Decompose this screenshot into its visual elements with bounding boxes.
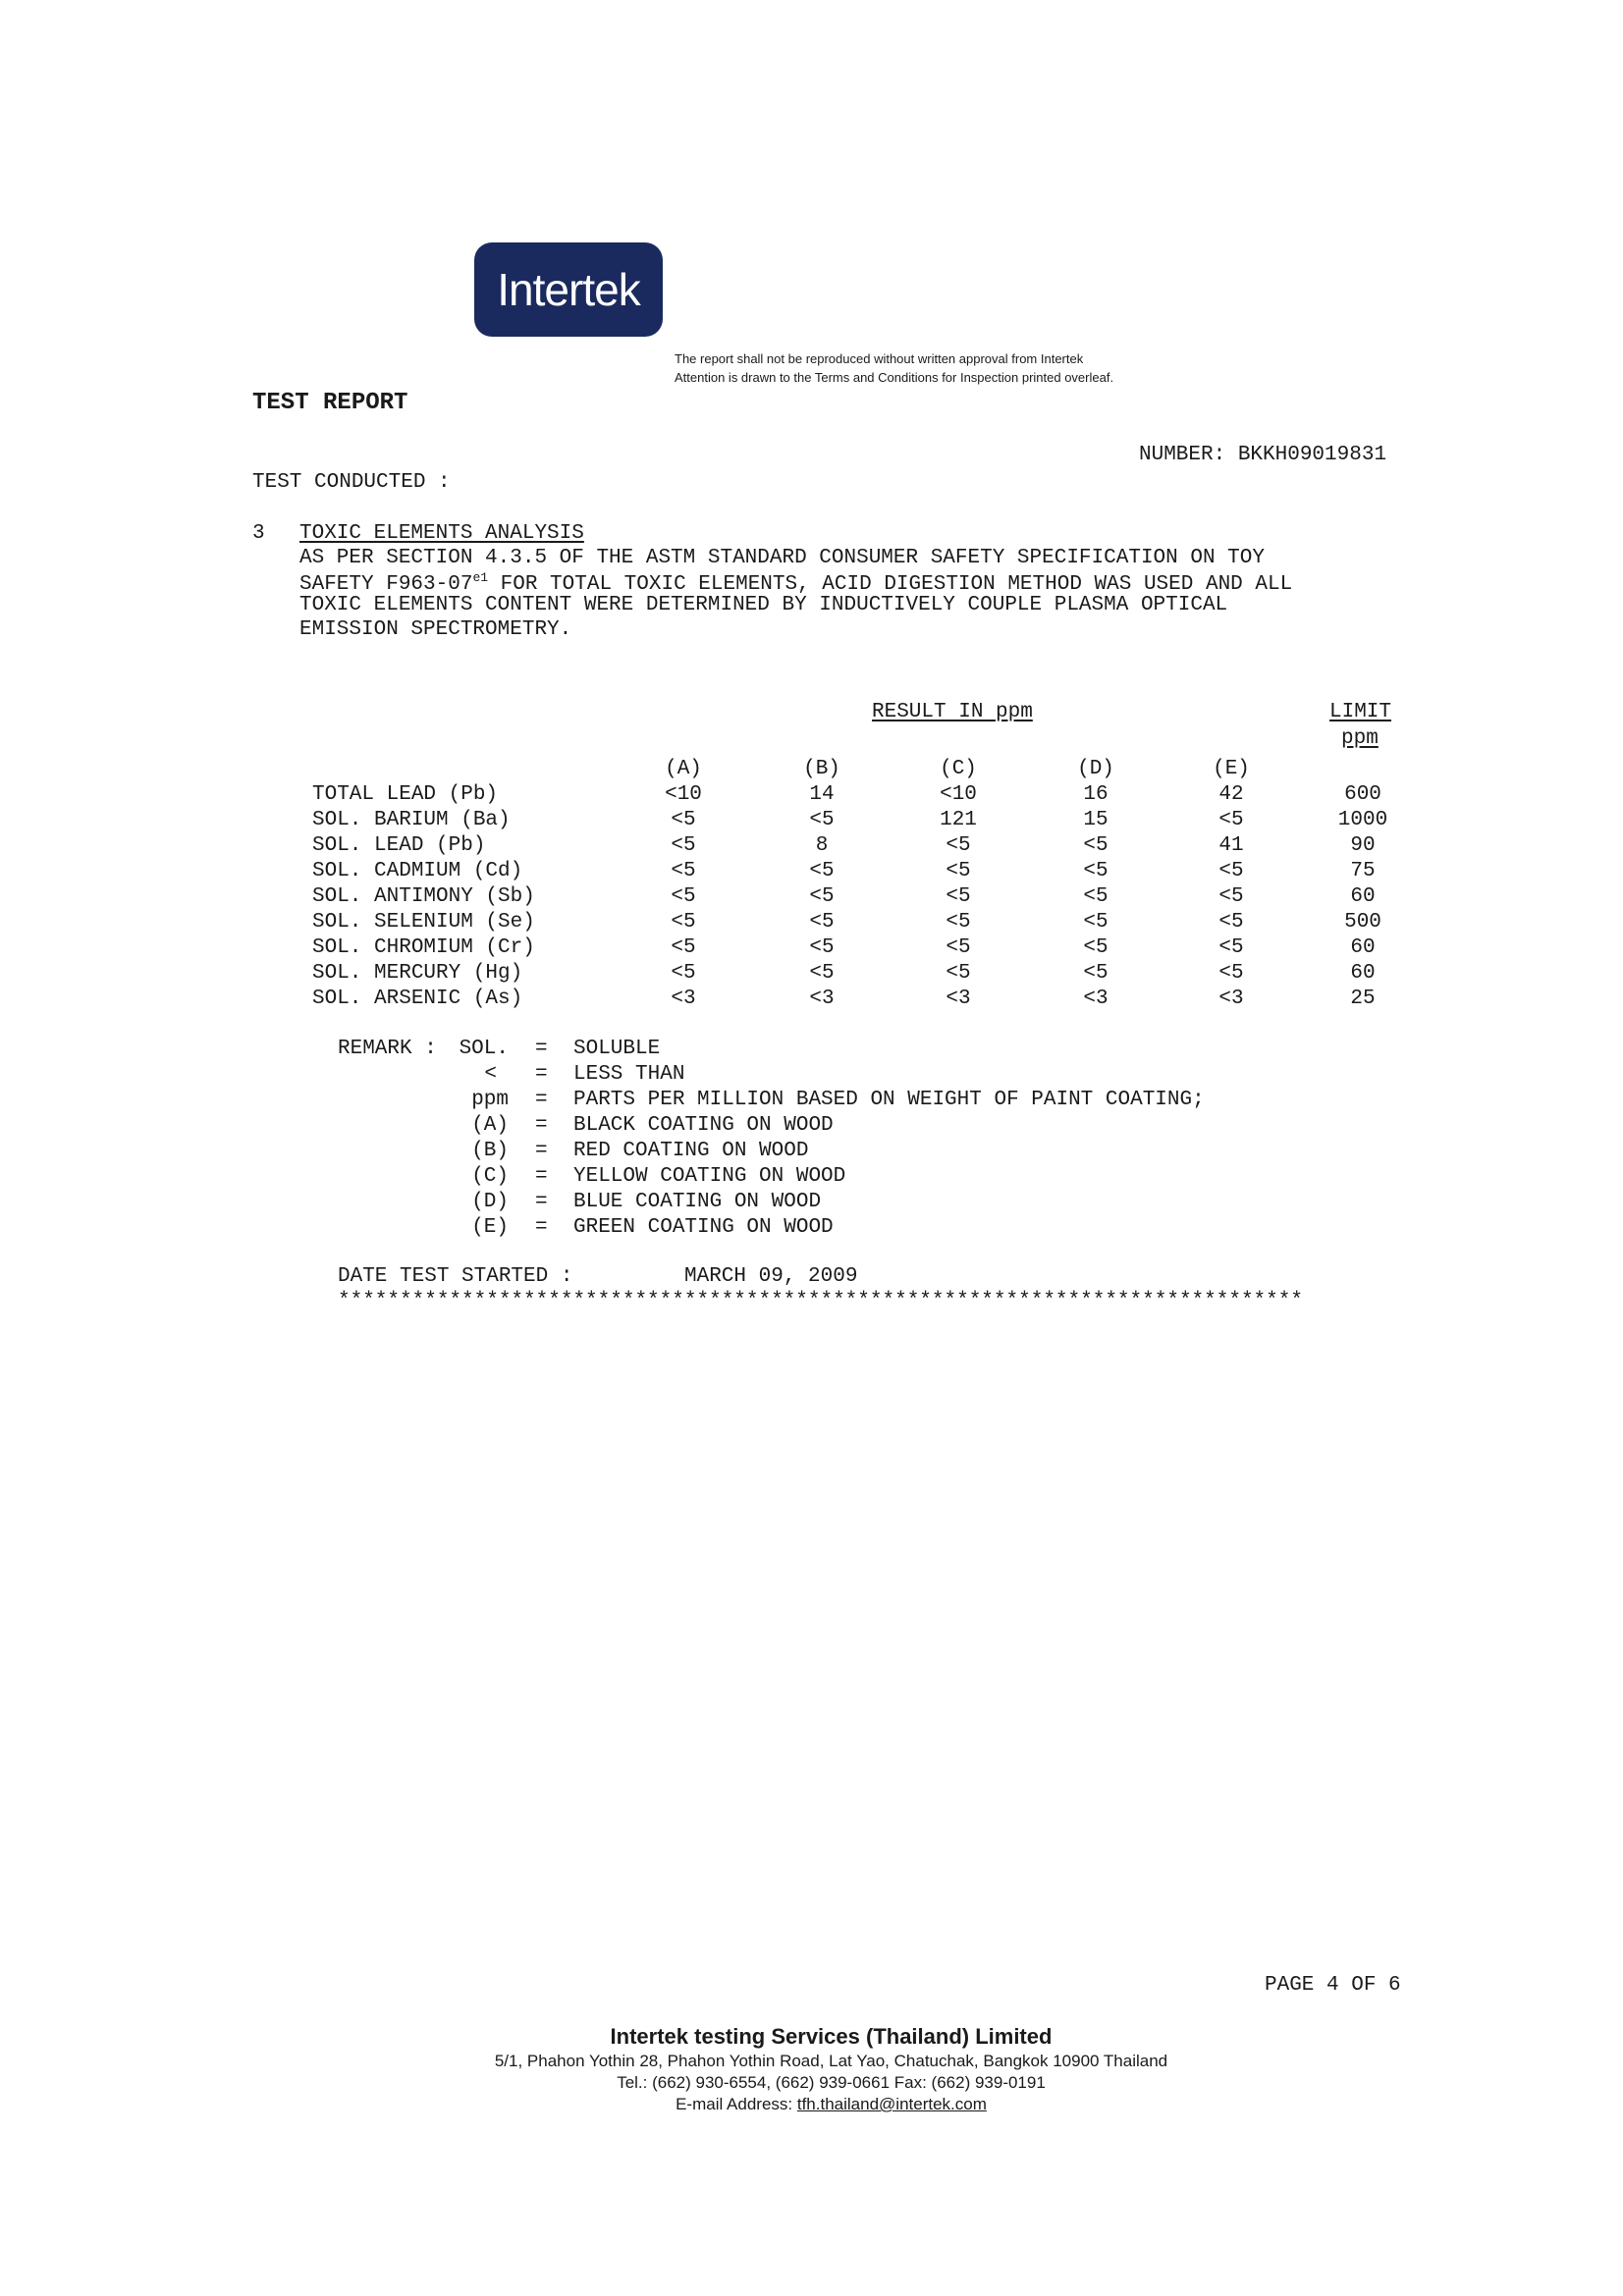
result-header: RESULT IN ppm <box>872 701 1033 723</box>
reproduction-notice: The report shall not be reproduced without written approval from Intertek <box>675 351 1084 366</box>
limit-cell: 60 <box>1350 885 1376 908</box>
result-cell: 41 <box>1218 834 1244 857</box>
result-cell: <5 <box>809 809 835 831</box>
section-title: TOXIC ELEMENTS ANALYSIS <box>299 522 584 545</box>
remark-equals: = <box>535 1191 548 1213</box>
remark-label: REMARK : <box>338 1038 437 1060</box>
remark-key: ppm <box>471 1089 509 1111</box>
result-cell: <5 <box>1218 962 1244 985</box>
result-cell: 14 <box>809 783 835 806</box>
remark-equals: = <box>535 1165 548 1188</box>
result-cell: <5 <box>1083 885 1109 908</box>
remark-key: (A) <box>471 1114 509 1137</box>
result-cell: <5 <box>671 885 696 908</box>
result-cell: <10 <box>940 783 977 806</box>
remark-equals: = <box>535 1089 548 1111</box>
remark-key: < <box>484 1063 497 1086</box>
element-name: SOL. ANTIMONY (Sb) <box>312 885 535 908</box>
section-number: 3 <box>252 522 265 545</box>
result-cell: <5 <box>1218 860 1244 882</box>
footer-telephone: Tel.: (662) 930-6554, (662) 939-0661 Fax: (662) 939-0191 <box>617 2073 1046 2092</box>
element-name: SOL. CADMIUM (Cd) <box>312 860 523 882</box>
section-text-line: EMISSION SPECTROMETRY. <box>299 618 572 641</box>
result-cell: <5 <box>946 834 971 857</box>
result-cell: <5 <box>671 911 696 934</box>
result-cell: <5 <box>1083 834 1109 857</box>
result-cell: <5 <box>809 936 835 959</box>
result-cell: <5 <box>1218 885 1244 908</box>
section-text-fragment: FOR TOTAL TOXIC ELEMENTS, ACID DIGESTION METHOD WAS USED AND ALL <box>488 573 1293 596</box>
superscript: e1 <box>472 570 489 585</box>
result-cell: 15 <box>1083 809 1109 831</box>
limit-unit: ppm <box>1341 727 1379 750</box>
element-name: TOTAL LEAD (Pb) <box>312 783 499 806</box>
result-cell: 16 <box>1083 783 1109 806</box>
section-text-line: AS PER SECTION 4.3.5 OF THE ASTM STANDARD CONSUMER SAFETY SPECIFICATION ON TOY <box>299 547 1265 569</box>
element-name: SOL. MERCURY (Hg) <box>312 962 523 985</box>
footer-email-label: E-mail Address: <box>676 2095 797 2113</box>
result-cell: <5 <box>1218 911 1244 934</box>
result-cell: <5 <box>809 962 835 985</box>
result-cell: <3 <box>809 988 835 1010</box>
result-cell: <5 <box>1083 962 1109 985</box>
remark-equals: = <box>535 1216 548 1239</box>
remark-value: GREEN COATING ON WOOD <box>573 1216 834 1239</box>
end-of-report-separator: ****************************************************************************** <box>338 1290 1303 1312</box>
footer <box>0 2024 1623 2114</box>
result-cell: <5 <box>809 911 835 934</box>
date-test-started-value: MARCH 09, 2009 <box>684 1265 858 1288</box>
footer-address: 5/1, Phahon Yothin 28, Phahon Yothin Road, Lat Yao, Chatuchak, Bangkok 10900 Thailand <box>494 2052 1168 2070</box>
result-cell: 8 <box>815 834 829 857</box>
date-test-started-label: DATE TEST STARTED : <box>338 1265 573 1288</box>
footer-company: Intertek testing Services (Thailand) Limited <box>610 2024 1053 2049</box>
column-header-b: (B) <box>803 758 840 780</box>
report-title: TEST REPORT <box>252 390 408 416</box>
result-cell: <5 <box>671 809 696 831</box>
remark-equals: = <box>535 1063 548 1086</box>
logo-text: Intertek <box>497 264 640 315</box>
result-cell: <5 <box>809 860 835 882</box>
limit-cell: 90 <box>1350 834 1376 857</box>
element-name: SOL. SELENIUM (Se) <box>312 911 535 934</box>
remark-value: SOLUBLE <box>573 1038 661 1060</box>
column-header-c: (C) <box>940 758 977 780</box>
report-number: NUMBER: BKKH09019831 <box>1139 444 1387 466</box>
section-text-line: TOXIC ELEMENTS CONTENT WERE DETERMINED BY INDUCTIVELY COUPLE PLASMA OPTICAL <box>299 594 1228 616</box>
remark-value: BLACK COATING ON WOOD <box>573 1114 834 1137</box>
remark-value: YELLOW COATING ON WOOD <box>573 1165 846 1188</box>
result-cell: <5 <box>1218 809 1244 831</box>
result-cell: <3 <box>671 988 696 1010</box>
result-cell: <5 <box>946 911 971 934</box>
test-conducted-label: TEST CONDUCTED : <box>252 471 451 494</box>
result-cell: <5 <box>671 962 696 985</box>
page-number: PAGE 4 OF 6 <box>1265 1974 1401 1997</box>
column-header-a: (A) <box>665 758 702 780</box>
terms-notice: Attention is drawn to the Terms and Conditions for Inspection printed overleaf. <box>675 370 1114 385</box>
limit-cell: 25 <box>1350 988 1376 1010</box>
result-cell: <5 <box>671 936 696 959</box>
result-cell: <5 <box>1218 936 1244 959</box>
element-name: SOL. ARSENIC (As) <box>312 988 523 1010</box>
result-cell: 42 <box>1218 783 1244 806</box>
limit-cell: 500 <box>1344 911 1381 934</box>
element-name: SOL. LEAD (Pb) <box>312 834 486 857</box>
remark-key: SOL. <box>459 1038 509 1060</box>
remark-equals: = <box>535 1114 548 1137</box>
section-text-line <box>299 570 1292 596</box>
result-cell: <5 <box>1083 936 1109 959</box>
result-cell: <5 <box>946 860 971 882</box>
remark-value: RED COATING ON WOOD <box>573 1140 809 1162</box>
limit-cell: 1000 <box>1337 809 1388 831</box>
footer-email-link[interactable]: tfh.thailand@intertek.com <box>796 2095 987 2113</box>
remark-key: (E) <box>471 1216 509 1239</box>
result-cell: <5 <box>1083 860 1109 882</box>
column-header-e: (E) <box>1213 758 1250 780</box>
remark-value: BLUE COATING ON WOOD <box>573 1191 822 1213</box>
intertek-logo <box>474 242 663 337</box>
result-cell: <3 <box>1218 988 1244 1010</box>
result-cell: <5 <box>946 885 971 908</box>
result-cell: <3 <box>1083 988 1109 1010</box>
result-cell: 121 <box>940 809 977 831</box>
remark-value: LESS THAN <box>573 1063 685 1086</box>
limit-header: LIMIT <box>1329 701 1392 723</box>
remark-key: (B) <box>471 1140 509 1162</box>
column-header-d: (D) <box>1077 758 1114 780</box>
remark-equals: = <box>535 1140 548 1162</box>
element-name: SOL. BARIUM (Ba) <box>312 809 511 831</box>
result-cell: <5 <box>671 860 696 882</box>
limit-cell: 75 <box>1350 860 1376 882</box>
result-cell: <10 <box>665 783 702 806</box>
result-cell: <5 <box>946 936 971 959</box>
element-name: SOL. CHROMIUM (Cr) <box>312 936 535 959</box>
limit-cell: 600 <box>1344 783 1381 806</box>
remark-equals: = <box>535 1038 548 1060</box>
limit-cell: 60 <box>1350 936 1376 959</box>
result-cell: <5 <box>946 962 971 985</box>
remark-key: (D) <box>471 1191 509 1213</box>
footer-email-line <box>0 2095 1623 2114</box>
result-cell: <5 <box>671 834 696 857</box>
remark-key: (C) <box>471 1165 509 1188</box>
result-cell: <3 <box>946 988 971 1010</box>
result-cell: <5 <box>1083 911 1109 934</box>
section-text-fragment: SAFETY F963-07 <box>299 573 473 596</box>
limit-cell: 60 <box>1350 962 1376 985</box>
remark-value: PARTS PER MILLION BASED ON WEIGHT OF PAINT COATING; <box>573 1089 1205 1111</box>
result-cell: <5 <box>809 885 835 908</box>
